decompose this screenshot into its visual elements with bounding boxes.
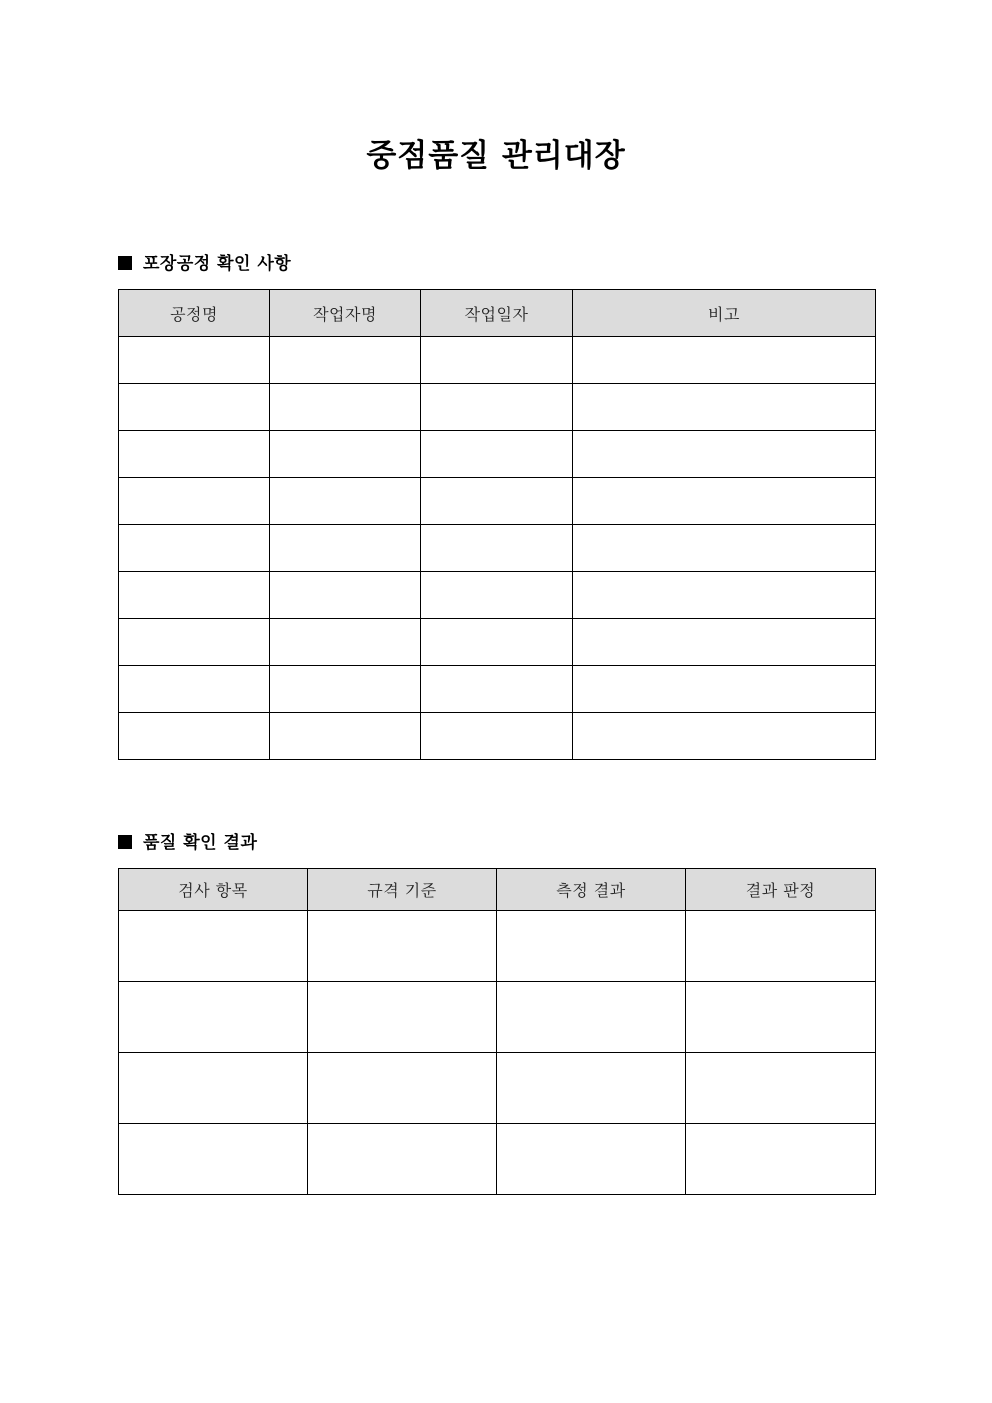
table-cell[interactable] [421,666,573,713]
table-row [119,337,876,384]
table-cell[interactable] [119,619,270,666]
table-cell[interactable] [497,982,686,1053]
table-cell[interactable] [119,911,308,982]
table-cell[interactable] [421,572,573,619]
table-row [119,384,876,431]
table-cell[interactable] [270,525,421,572]
column-header-inspection-item: 검사 항목 [119,869,308,911]
quality-section-title: 품질 확인 결과 [143,833,258,853]
table-cell[interactable] [573,478,876,525]
table-row [119,982,876,1053]
table-cell[interactable] [119,337,270,384]
table-row [119,911,876,982]
table-cell[interactable] [573,666,876,713]
packaging-section-heading [118,252,291,276]
table-cell[interactable] [686,1124,876,1195]
document-title: 중점품질 관리대장 [366,138,626,174]
table-cell[interactable] [421,619,573,666]
table-cell[interactable] [686,982,876,1053]
quality-result-table [118,868,876,1195]
table-cell[interactable] [573,619,876,666]
packaging-check-table [118,289,876,760]
column-header-spec-standard: 규격 기준 [308,869,497,911]
packaging-section-title: 포장공정 확인 사항 [143,254,292,274]
column-header-worker-name: 작업자명 [270,290,421,337]
column-header-remarks: 비고 [573,290,876,337]
table-cell[interactable] [119,982,308,1053]
column-header-work-date: 작업일자 [421,290,573,337]
table-cell[interactable] [497,911,686,982]
table-cell[interactable] [573,713,876,760]
table-cell[interactable] [573,572,876,619]
table-cell[interactable] [119,713,270,760]
table-row [119,619,876,666]
table-cell[interactable] [119,384,270,431]
table-cell[interactable] [270,619,421,666]
column-header-process-name: 공정명 [119,290,270,337]
table-cell[interactable] [497,1124,686,1195]
table-cell[interactable] [270,478,421,525]
square-bullet-icon [118,256,132,270]
table-cell[interactable] [421,713,573,760]
table-cell[interactable] [270,431,421,478]
table-cell[interactable] [686,1053,876,1124]
table-cell[interactable] [308,911,497,982]
table-cell[interactable] [270,666,421,713]
table-cell[interactable] [270,384,421,431]
table-cell[interactable] [119,666,270,713]
table-row [119,1053,876,1124]
table-cell[interactable] [573,384,876,431]
table-cell[interactable] [497,1053,686,1124]
table-cell[interactable] [421,478,573,525]
table-row [119,431,876,478]
table-cell[interactable] [421,431,573,478]
table-row [119,1124,876,1195]
table-cell[interactable] [308,982,497,1053]
table-cell[interactable] [573,431,876,478]
table-cell[interactable] [686,911,876,982]
table-cell[interactable] [119,572,270,619]
table-cell[interactable] [421,384,573,431]
table-cell[interactable] [119,525,270,572]
table-row [119,525,876,572]
table-header-row [119,290,876,337]
square-bullet-icon [118,835,132,849]
table-cell[interactable] [270,713,421,760]
table-cell[interactable] [270,337,421,384]
table-cell[interactable] [421,337,573,384]
table-cell[interactable] [119,478,270,525]
table-cell[interactable] [308,1053,497,1124]
table-cell[interactable] [270,572,421,619]
table-row [119,666,876,713]
column-header-result-judgment: 결과 판정 [686,869,876,911]
table-cell[interactable] [119,1124,308,1195]
table-row [119,478,876,525]
table-cell[interactable] [119,1053,308,1124]
table-cell[interactable] [573,337,876,384]
table-cell[interactable] [119,431,270,478]
table-row [119,713,876,760]
quality-section-heading [118,831,257,855]
table-header-row [119,869,876,911]
table-row [119,572,876,619]
column-header-measurement-result: 측정 결과 [497,869,686,911]
table-cell[interactable] [308,1124,497,1195]
table-cell[interactable] [421,525,573,572]
table-cell[interactable] [573,525,876,572]
